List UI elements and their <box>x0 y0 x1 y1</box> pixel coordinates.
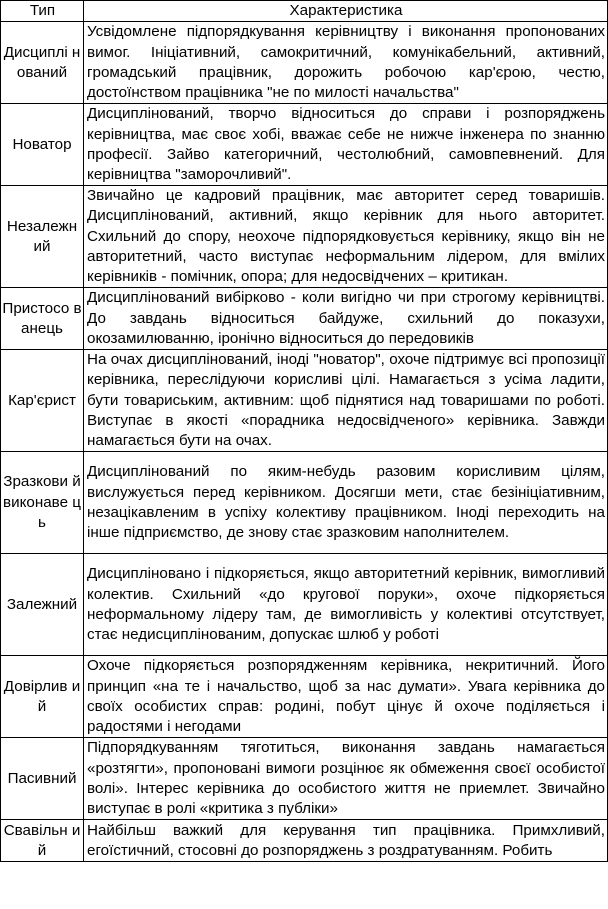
row-type-cell: Пристосо ванець <box>1 288 84 350</box>
row-type-cell: Дисциплі нований <box>1 22 84 104</box>
row-description-cell: Дисципліновано і підкоряється, якщо авторитетний керівник, вимогливий колектив. Схильний «до кругової поруки», охоче підкоряється неформальному лідеру там, де вимогливість у колективі отсутствует, стає недисциплінованим, допускає шлюб у роботі <box>84 554 608 656</box>
row-description-cell: Підпорядкуванням тяготиться, виконання завдань намагається «розтягти», пропоновані вимоги розцінює як обмеження своєї особистої волі». Інтерес керівника до особистого життя не приемлет. Звичайно виступає в ролі «критика з публіки» <box>84 738 608 820</box>
table-row <box>1 288 608 350</box>
table-row <box>1 656 608 738</box>
row-type-cell: Залежний <box>1 554 84 656</box>
row-description-cell: Дисциплінований, творчо відноситься до справи і розпоряджень керівництва, має своє хобі, вважає себе не нижче інженера по знанню професії. Зайво категоричний, честолюбний, самовпевнений. Для керівництва "заморочливий". <box>84 104 608 186</box>
row-type-cell: Довірлив ий <box>1 656 84 738</box>
table-row <box>1 22 608 104</box>
table-row <box>1 350 608 452</box>
column-header-characteristic: Характеристика <box>84 1 608 22</box>
row-description-cell: Охоче підкоряється розпорядженням керівника, некритичний. Його принцип «на те і начальство, щоб за нас думати». Увага керівника до своїх особистих справ: родині, побут цінує й охоче поділяється і радостями і негодами <box>84 656 608 738</box>
row-description-cell: Найбільш важкий для керування тип працівника. Примхливий, егоїстичний, стосовні до розпоряджень з роздратуванням. Робить <box>84 820 608 862</box>
table-row <box>1 104 608 186</box>
table-row <box>1 186 608 288</box>
row-type-cell: Зразкови й виконаве ць <box>1 452 84 554</box>
row-type-cell: Свавільн ий <box>1 820 84 862</box>
table-header-row <box>1 1 608 22</box>
table-row <box>1 738 608 820</box>
row-description-cell: Звичайно це кадровий працівник, має авторитет серед товаришів. Дисциплінований, активний, якщо керівник для нього авторитет. Схильний до спору, неохоче підпорядковується керівнику, якщо він не авторитетний, часто виступає неформальним лідером, для вмілих керівників - помічник, опора; для недосвідчених – критикан. <box>84 186 608 288</box>
row-type-cell: Незалежн ий <box>1 186 84 288</box>
row-description-cell: Дисциплінований по яким-небудь разовим корисливим цілям, вислужується перед керівником. Досягши мети, стає безініціативним, незацікавленим в успіху колективу працівником. Іноді переходить на інше підприємство, де знову стає зразковим наполнителем. <box>84 452 608 554</box>
row-description-cell: Усвідомлене підпорядкування керівництву і виконання пропонованих вимог. Ініціативний, самокритичний, комунікабельний, активний, громадський працівник, дорожить робочою кар'єрою, честю, достоїнством працівника "не по милості начальства" <box>84 22 608 104</box>
column-header-type: Тип <box>1 1 84 22</box>
table-row <box>1 820 608 862</box>
row-type-cell: Кар'єрист <box>1 350 84 452</box>
row-description-cell: Дисциплінований вибірково - коли вигідно чи при строгому керівництві. До завдань відноситься байдуже, схильний до показухи, окозамилюванню, іронічно відноситься до передовиків <box>84 288 608 350</box>
row-type-cell: Новатор <box>1 104 84 186</box>
table-row <box>1 452 608 554</box>
row-type-cell: Пасивний <box>1 738 84 820</box>
table-row <box>1 554 608 656</box>
row-description-cell: На очах дисциплінований, іноді "новатор", охоче підтримує всі пропозиції керівника, переслідуючи корисливі цілі. Намагається з усіма ладити, бути товариським, активним: щоб піднятися над товаришами по роботі. Виступає в якості «порадника недосвідченого» керівника. Завжди намагається бути на очах. <box>84 350 608 452</box>
